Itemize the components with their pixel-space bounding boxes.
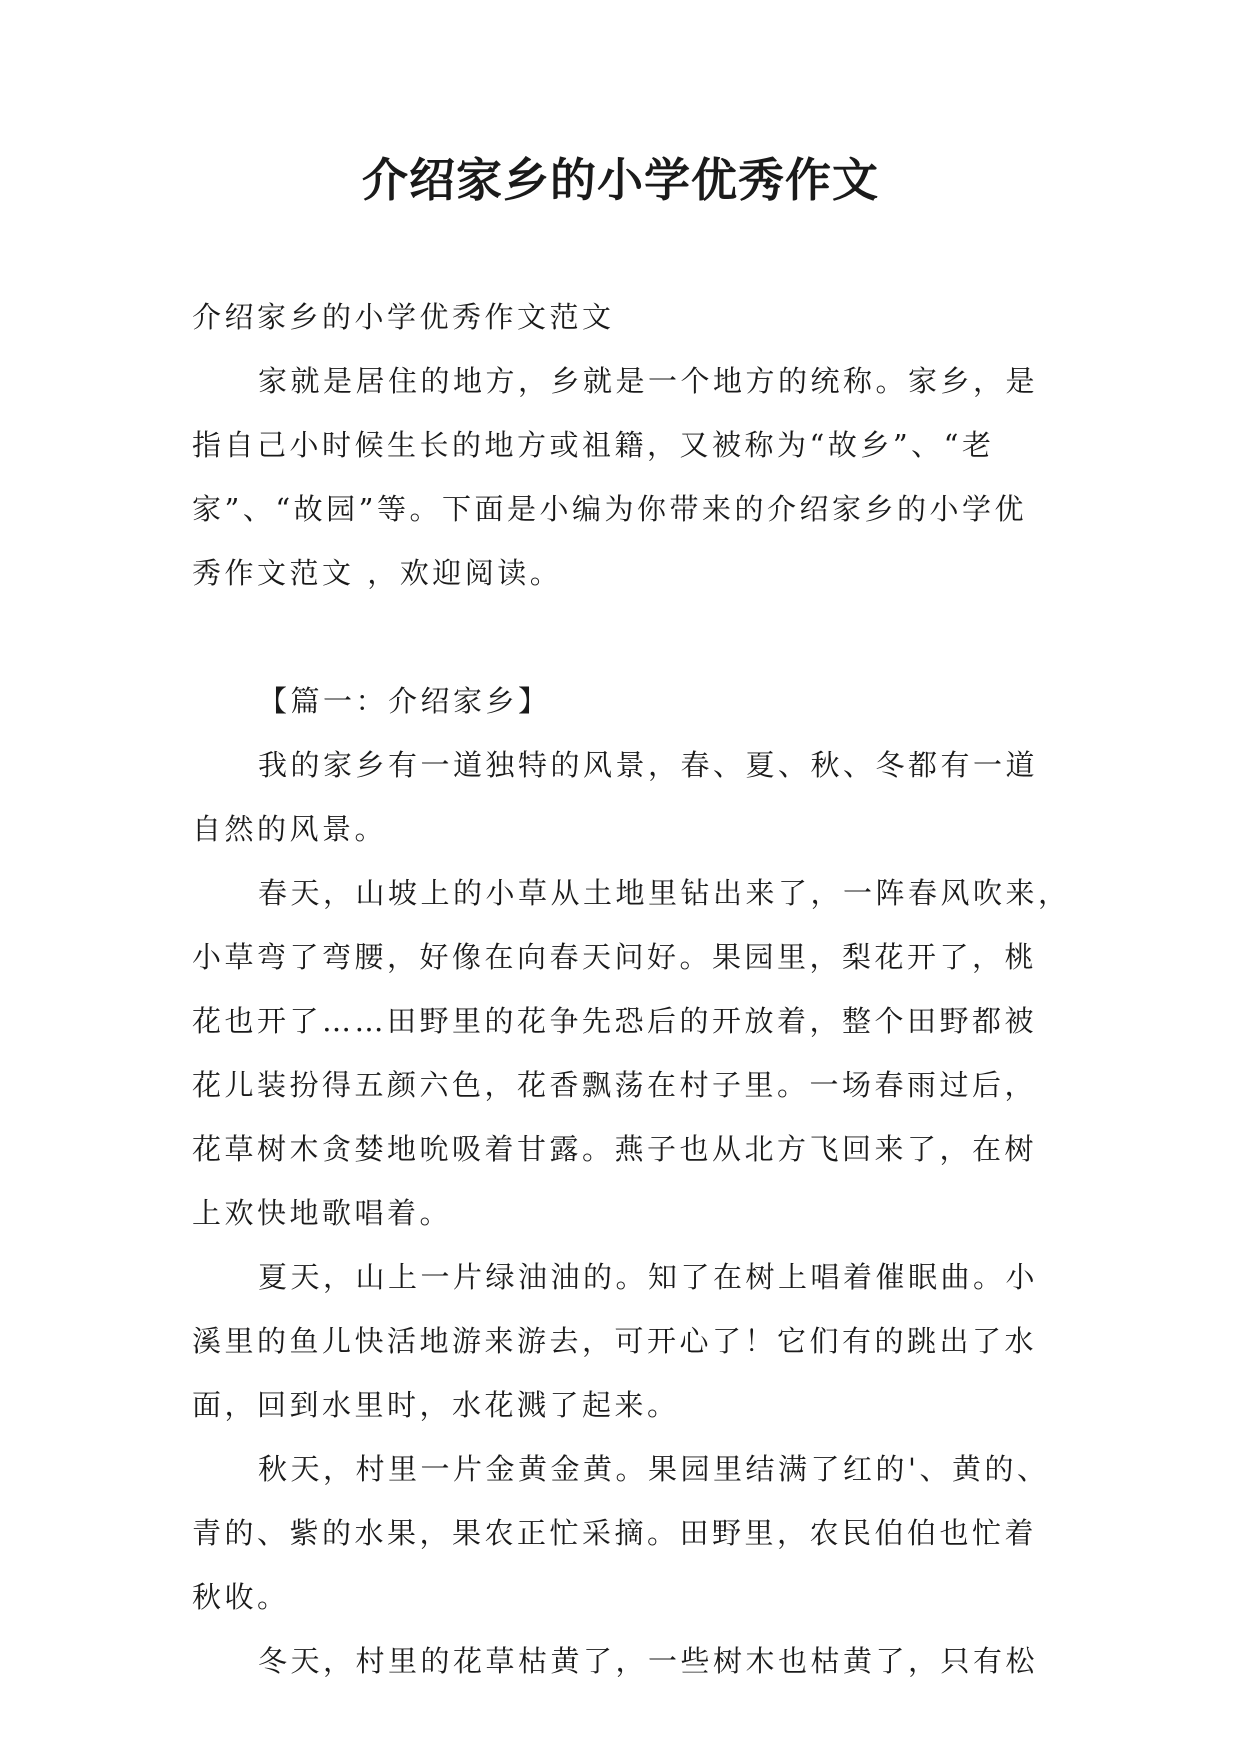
blank-line	[192, 605, 1062, 669]
paragraph-line: 夏天，山上一片绿油油的。知了在树上唱着催眠曲。小	[258, 1260, 1039, 1294]
paragraph-line: 家”、“故园”等。下面是小编为你带来的介绍家乡的小学优	[192, 492, 1027, 526]
document-body	[192, 285, 1071, 1693]
paragraph-line: 冬天，村里的花草枯黄了，一些树木也枯黄了，只有松	[258, 1644, 1039, 1678]
paragraph-line: 秀作文范文 ，欢迎阅读。	[192, 556, 563, 590]
paragraph-line: 小草弯了弯腰，好像在向春天问好。果园里，梨花开了，桃	[192, 940, 1038, 974]
document-title: 介绍家乡的小学优秀作文	[362, 153, 879, 207]
paragraph-line: 花儿装扮得五颜六色，花香飘荡在村子里。一场春雨过后，	[192, 1068, 1038, 1102]
paragraph-line: 指自己小时候生长的地方或祖籍，又被称为“故乡”、“老	[192, 428, 995, 462]
paragraph-line: 家就是居住的地方，乡就是一个地方的统称。家乡，是	[258, 364, 1039, 398]
paragraph-line: 春天，山坡上的小草从土地里钻出来了，一阵春风吹来，	[258, 876, 1071, 910]
paragraph-line: 秋天，村里一片金黄金黄。果园里结满了红的'、黄的、	[258, 1452, 1050, 1486]
paragraph-line: 花草树木贪婪地吮吸着甘露。燕子也从北方飞回来了，在树	[192, 1132, 1038, 1166]
paragraph-line: 溪里的鱼儿快活地游来游去，可开心了！它们有的跳出了水	[192, 1324, 1038, 1358]
paragraph-line: 上欢快地歌唱着。	[192, 1196, 453, 1230]
subtitle-line: 介绍家乡的小学优秀作文范文	[192, 300, 615, 334]
paragraph-line: 青的、紫的水果，果农正忙采摘。田野里，农民伯伯也忙着	[192, 1516, 1038, 1550]
paragraph-line: 自然的风景。	[192, 812, 388, 846]
paragraph-line: 花也开了……田野里的花争先恐后的开放着，整个田野都被	[192, 1004, 1038, 1038]
paragraph-line: 我的家乡有一道独特的风景，春、夏、秋、冬都有一道	[258, 748, 1039, 782]
paragraph-line: 面，回到水里时，水花溅了起来。	[192, 1388, 680, 1422]
section-heading: 【篇一：介绍家乡】	[258, 684, 551, 718]
paragraph-line: 秋收。	[192, 1580, 290, 1614]
